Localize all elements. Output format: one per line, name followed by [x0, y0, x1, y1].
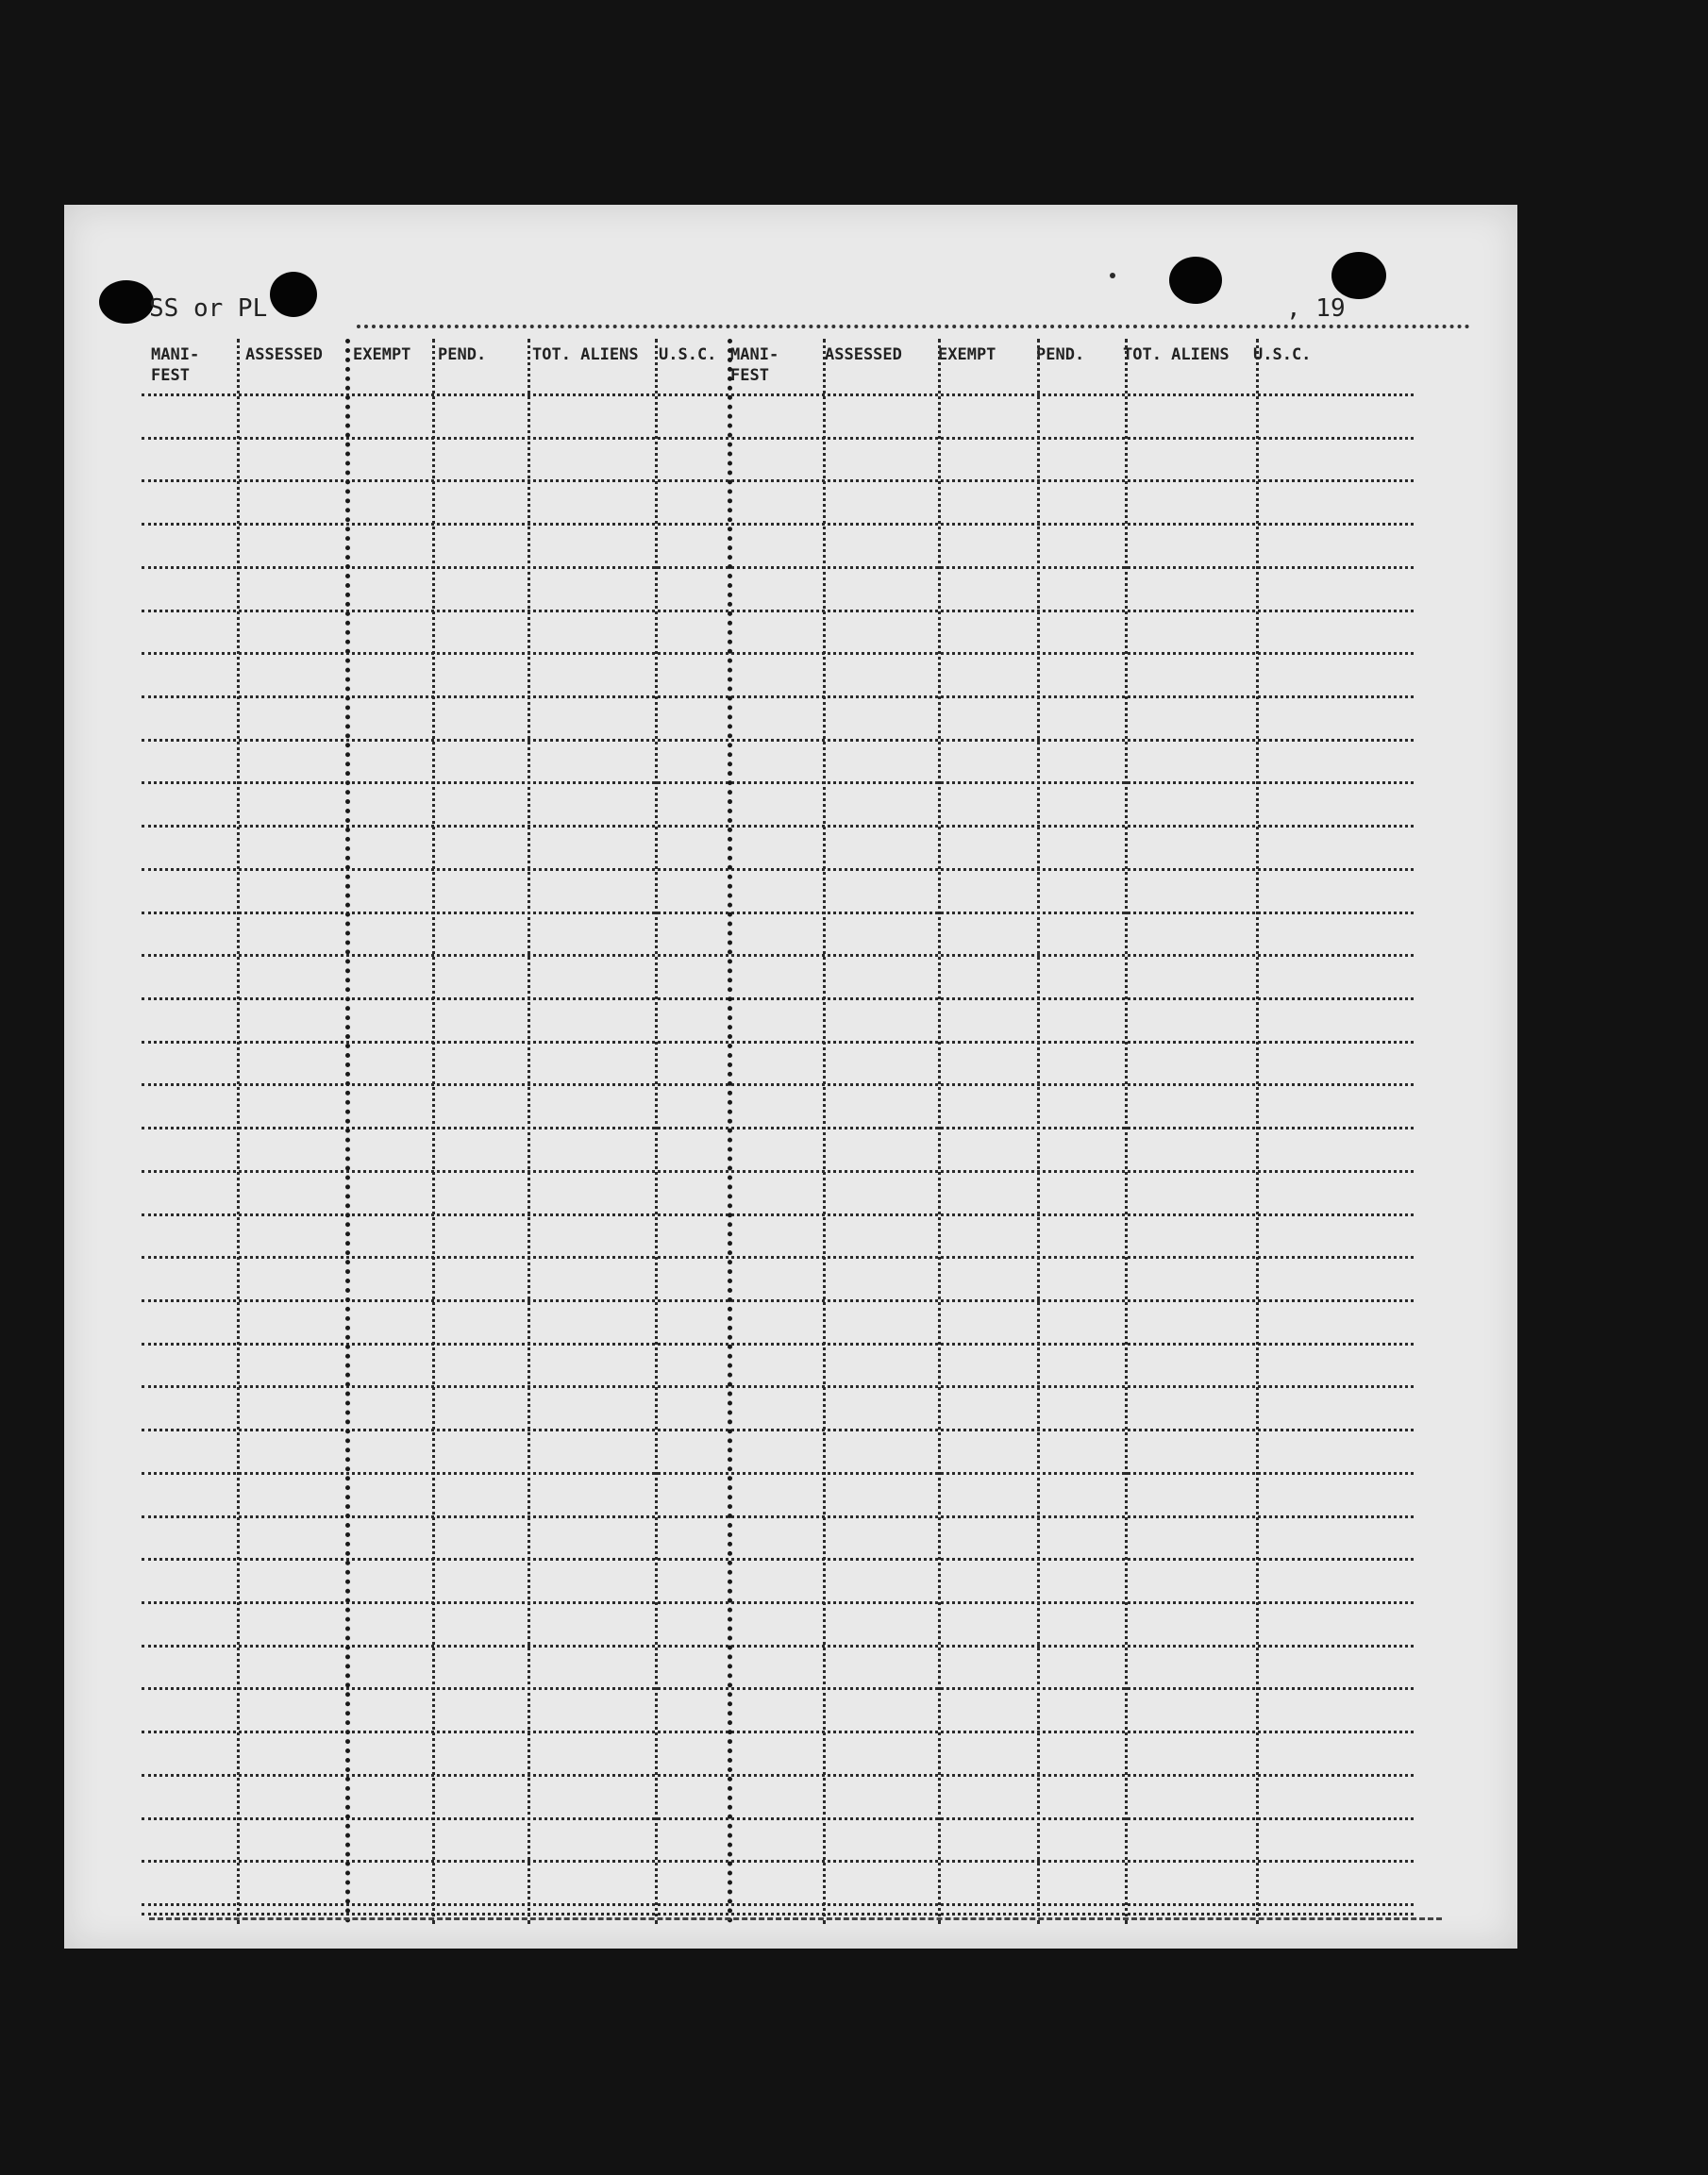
column-header-tot-aliens-2: TOT. ALIENS	[1123, 345, 1230, 364]
row-rule	[142, 1774, 1414, 1777]
row-rule	[142, 1429, 1414, 1431]
bottom-rule	[149, 1917, 1442, 1920]
column-header-assessed-2: ASSESSED	[825, 345, 902, 364]
column-rule	[527, 339, 530, 1924]
row-rule	[142, 437, 1414, 440]
row-rule	[142, 1127, 1414, 1129]
column-rule	[823, 339, 826, 1924]
column-header-assessed-1: ASSESSED	[245, 345, 323, 364]
row-rule	[142, 1558, 1414, 1561]
vessel-name-blank	[357, 325, 1470, 328]
form-header	[149, 294, 1461, 332]
row-rule	[142, 1817, 1414, 1820]
row-rule	[142, 1256, 1414, 1259]
row-rule	[142, 1041, 1414, 1044]
column-header-usc-2: U.S.C.	[1253, 345, 1312, 364]
vessel-type-label: SS or PL	[149, 294, 268, 323]
speck	[1110, 273, 1115, 278]
punch-hole	[99, 280, 154, 324]
column-header-exempt-2: EXEMPT	[938, 345, 996, 364]
row-rule	[142, 610, 1414, 612]
column-header-usc-1: U.S.C.	[659, 345, 717, 364]
row-rule	[142, 1083, 1414, 1086]
row-rule	[142, 1731, 1414, 1733]
ledger-sheet	[64, 205, 1517, 1949]
punch-hole	[1331, 252, 1386, 299]
row-rule	[142, 954, 1414, 957]
column-rule	[1037, 339, 1040, 1924]
column-header-pend-1: PEND.	[438, 345, 487, 364]
column-header-manifest-1: MANI- FEST	[151, 345, 200, 385]
column-rule	[432, 339, 435, 1924]
row-rule	[142, 912, 1414, 914]
row-rule	[142, 479, 1414, 482]
column-header-tot-aliens-1: TOT. ALIENS	[532, 345, 639, 364]
row-rule	[142, 868, 1414, 871]
row-rule	[142, 1213, 1414, 1216]
column-rule	[938, 339, 941, 1924]
row-rule	[142, 1299, 1414, 1302]
row-rule	[142, 1472, 1414, 1475]
year-label: , 19	[1286, 294, 1346, 323]
column-header-manifest-2: MANI- FEST	[730, 345, 779, 385]
row-rule	[142, 1687, 1414, 1690]
column-rule	[1125, 339, 1128, 1924]
row-rule	[142, 825, 1414, 828]
column-header-exempt-1: EXEMPT	[353, 345, 411, 364]
row-rule	[142, 652, 1414, 655]
row-rule	[142, 523, 1414, 526]
row-rule	[142, 393, 1414, 396]
row-rule	[142, 695, 1414, 698]
row-rule	[142, 1515, 1414, 1518]
row-rule	[142, 739, 1414, 742]
row-rule	[142, 1903, 1414, 1906]
row-rule	[142, 1170, 1414, 1173]
column-rule	[655, 339, 658, 1924]
row-rule	[142, 1601, 1414, 1604]
row-rule	[142, 566, 1414, 569]
row-rule	[142, 1645, 1414, 1648]
column-header-pend-2: PEND.	[1036, 345, 1085, 364]
column-rule	[1256, 339, 1259, 1924]
row-rule	[142, 781, 1414, 784]
total-rule	[142, 1913, 1414, 1916]
column-rule	[345, 339, 350, 1924]
column-rule	[728, 339, 732, 1924]
row-rule	[142, 1860, 1414, 1863]
row-rule	[142, 1385, 1414, 1388]
row-rule	[142, 997, 1414, 1000]
row-rule	[142, 1343, 1414, 1346]
column-rule	[237, 339, 240, 1924]
